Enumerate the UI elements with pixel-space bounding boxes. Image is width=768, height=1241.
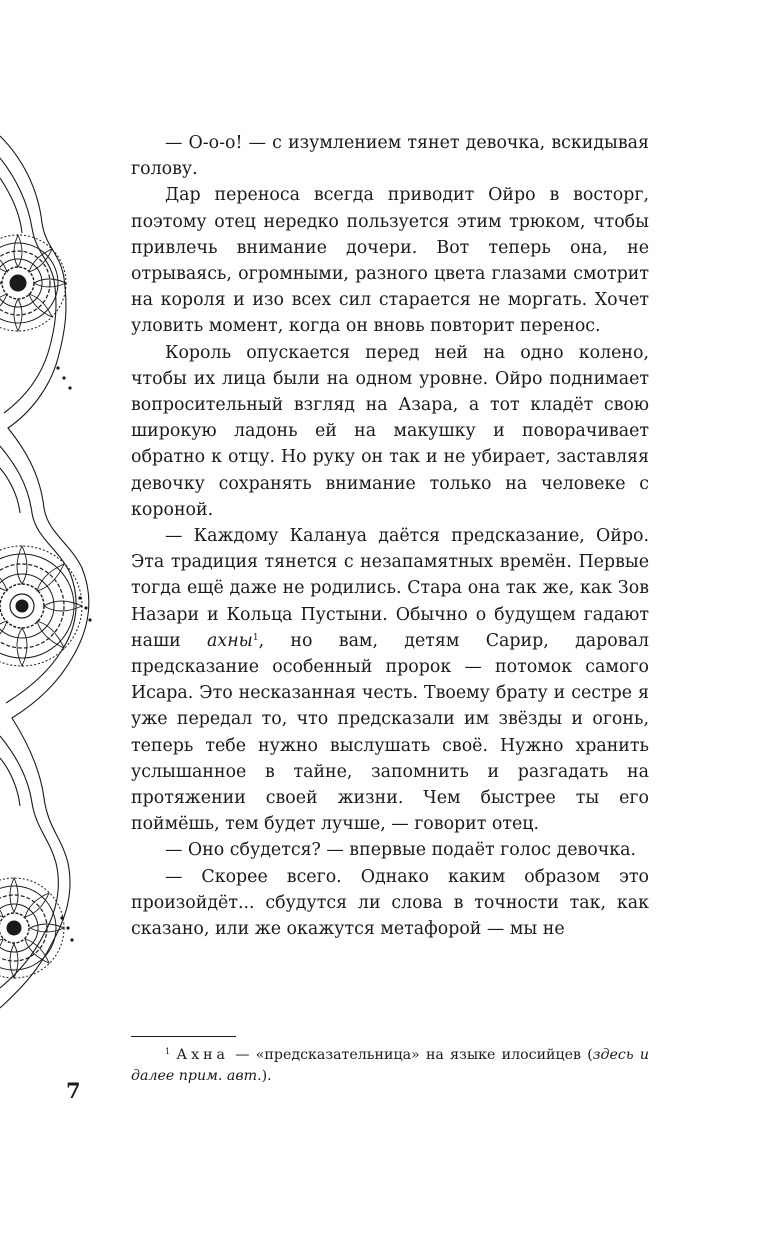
paragraph [131,523,649,837]
footnote-definition: — «предсказательница» на языке илосийцев ( [229,1047,593,1063]
page-number: 7 [66,1078,81,1103]
italic-term: ахны [207,630,253,651]
footnote-number: 1 [165,1047,171,1056]
main-text [131,130,649,942]
text-run: — Каждому Калануа даётся предсказание, Ойро. Эта традиция тянется с незапамятных времён. Первые тогда ещё даже не родились. Стара она так же, как Зов Назари и Кольца Пустыни. Обычно о будущем гадают наши [131,526,649,651]
footnote-term: Ахна [176,1047,230,1063]
paragraph: — О-о-о! — с изумлением тянет девочка, вскидывая голову. [131,133,649,180]
footnote-close: ). [261,1067,272,1084]
footnote-divider [131,1036,236,1037]
paragraph: — Скорее всего. Однако каким образом это произойдёт... сбудутся ли слова в точности так, как сказано, или же окажутся метафорой — мы не [131,866,649,940]
mandala-border-ornament-icon [0,128,100,1083]
footnote-mark[interactable]: 1 [252,632,259,643]
paragraph: — Оно сбудется? — впервые подаёт голос девочка. [165,840,637,861]
footnote [131,1045,649,1086]
footnote-note: здесь и далее прим. авт. [131,1047,649,1084]
paragraph: Король опускается перед ней на одно колено, чтобы их лица были на одном уровне. Ойро поднимает вопросительный взгляд на Азара, а тот кладёт свою широкую ладонь ей на макушку и поворачивает обратно к отцу. Но руку он так и не убирает, заставляя девочку сохранять внимание только на человеке с короной. [131,342,649,520]
paragraph: Дар переноса всегда приводит Ойро в восторг, поэтому отец нередко пользуется этим трюком, чтобы привлечь внимание дочери. Вот теперь она, не отрываясь, огромными, разного цвета глазами смотрит на короля и изо всех сил старается не моргать. Хочет уловить момент, когда он вновь повторит перенос. [131,185,649,337]
text-run: , но вам, детям Сарир, даровал предсказание особенный пророк — потомок самого Исара. Это несказанная честь. Твоему брату и сестре я уже передал то, что предсказали им звёзды и огонь, теперь тебе нужно выслушать своё. Нужно хранить услышанное в тайне, запомнить и разгадать на протяжении своей жизни. Чем быстрее ты его поймёшь, тем будет лучше, — говорит отец. [131,630,649,835]
